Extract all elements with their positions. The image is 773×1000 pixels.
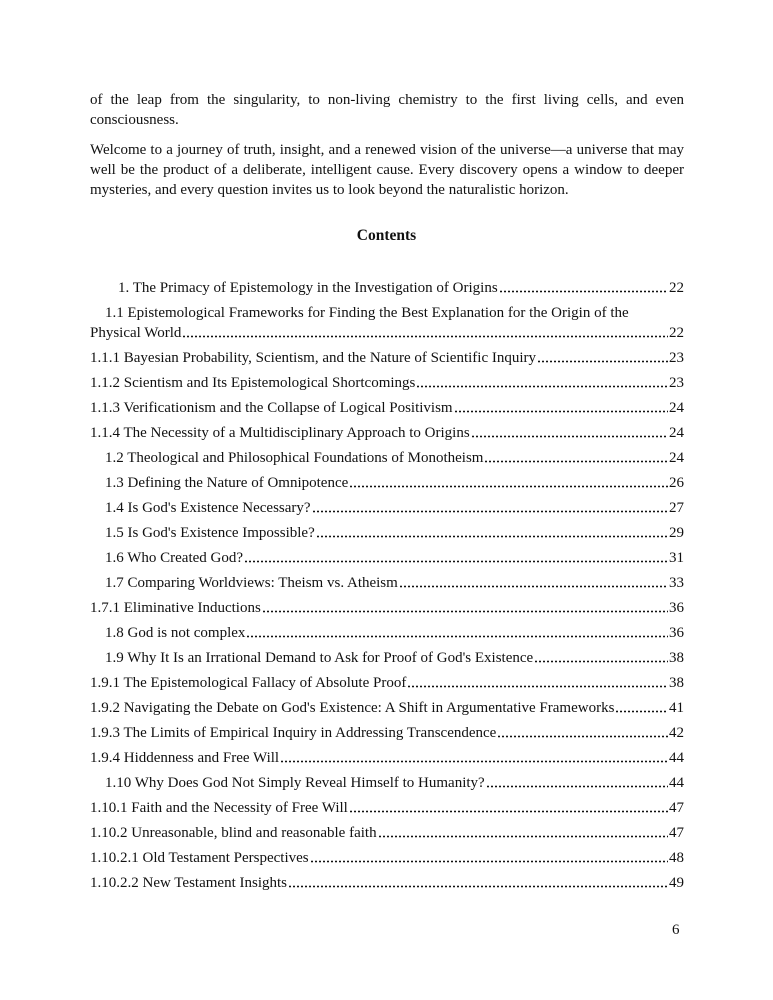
toc-entry[interactable] xyxy=(90,468,684,493)
dot-leader xyxy=(310,860,668,863)
dot-leader xyxy=(288,885,668,888)
dot-leader xyxy=(280,760,668,763)
toc-entry[interactable] xyxy=(90,793,684,818)
dot-leader xyxy=(484,460,668,463)
toc-entry[interactable] xyxy=(90,443,684,468)
toc-entry[interactable] xyxy=(90,693,684,718)
toc-entry-title: 1.5 Is God's Existence Impossible? xyxy=(105,525,315,541)
dot-leader xyxy=(312,510,668,513)
dot-leader xyxy=(316,535,668,538)
toc-entry-page: 36 xyxy=(669,600,684,616)
toc-entry-title: 1.7.1 Eliminative Inductions xyxy=(90,600,261,616)
dot-leader xyxy=(407,685,668,688)
toc-entry-title: 1.1.2 Scientism and Its Epistemological Shortcomings xyxy=(90,375,416,391)
toc-entry[interactable] xyxy=(90,718,684,743)
toc-entry-page: 44 xyxy=(669,775,684,791)
toc-entry[interactable] xyxy=(90,643,684,668)
toc-entry-title: 1.1.1 Bayesian Probability, Scientism, and the Nature of Scientific Inquiry xyxy=(90,350,537,366)
toc-entry-page: 47 xyxy=(669,800,684,816)
toc-entry-page: 22 xyxy=(669,325,684,341)
toc-entry[interactable] xyxy=(90,818,684,843)
toc-entry-page: 26 xyxy=(669,475,684,491)
toc-entry-page: 31 xyxy=(669,550,684,566)
toc-entry-title-cont: Physical World xyxy=(90,325,182,341)
dot-leader xyxy=(246,635,668,638)
table-of-contents xyxy=(90,273,684,893)
toc-entry[interactable] xyxy=(90,518,684,543)
toc-entry[interactable] xyxy=(90,843,684,868)
toc-entry[interactable] xyxy=(90,868,684,893)
dot-leader xyxy=(182,335,668,338)
toc-entry-page: 47 xyxy=(669,825,684,841)
toc-entry-title: 1.10.2.2 New Testament Insights xyxy=(90,875,287,891)
toc-entry-title: 1.9.4 Hiddenness and Free Will xyxy=(90,750,280,766)
toc-entry-page: 42 xyxy=(669,725,684,741)
dot-leader xyxy=(537,360,668,363)
toc-entry-page: 41 xyxy=(669,700,684,716)
dot-leader xyxy=(454,410,668,413)
dot-leader xyxy=(615,710,668,713)
toc-entry-title: 1.1.3 Verificationism and the Collapse of Logical Positivism xyxy=(90,400,453,416)
toc-entry-page: 44 xyxy=(669,750,684,766)
toc-entry-title: 1.9.3 The Limits of Empirical Inquiry in Addressing Transcendence xyxy=(90,725,497,741)
toc-entry-page: 27 xyxy=(669,500,684,516)
toc-entry[interactable] xyxy=(90,368,684,393)
toc-entry[interactable] xyxy=(90,418,684,443)
toc-entry[interactable] xyxy=(90,393,684,418)
toc-entry[interactable] xyxy=(90,743,684,768)
toc-entry[interactable] xyxy=(90,298,684,343)
toc-entry-title: 1.7 Comparing Worldviews: Theism vs. Atheism xyxy=(105,575,398,591)
toc-entry[interactable] xyxy=(90,618,684,643)
toc-entry[interactable] xyxy=(90,593,684,618)
dot-leader xyxy=(499,290,668,293)
dot-leader xyxy=(471,435,668,438)
intro-paragraph: Welcome to a journey of truth, insight, and a renewed vision of the universe—a universe that may well be the product of a deliberate, intelligent cause. Every discovery opens a window to deeper mysteries, and every question invites us to look beyond the naturalistic horizon. xyxy=(90,142,684,198)
toc-entry-title: 1.10.1 Faith and the Necessity of Free Will xyxy=(90,800,348,816)
toc-entry-title: 1.9 Why It Is an Irrational Demand to Ask for Proof of God's Existence xyxy=(105,650,534,666)
dot-leader xyxy=(349,810,668,813)
toc-entry-page: 23 xyxy=(669,375,684,391)
toc-entry-title: 1.4 Is God's Existence Necessary? xyxy=(105,500,311,516)
toc-entry-title: 1.10 Why Does God Not Simply Reveal Himself to Humanity? xyxy=(105,775,485,791)
page-number: 6 xyxy=(672,922,680,938)
dot-leader xyxy=(534,660,668,663)
dot-leader xyxy=(349,485,668,488)
toc-entry-title: 1.1.4 The Necessity of a Multidisciplinary Approach to Origins xyxy=(90,425,470,441)
toc-entry[interactable] xyxy=(90,543,684,568)
toc-entry-page: 49 xyxy=(669,875,684,891)
dot-leader xyxy=(416,385,668,388)
toc-entry-title: 1.6 Who Created God? xyxy=(105,550,244,566)
toc-entry[interactable] xyxy=(90,493,684,518)
contents-heading: Contents xyxy=(356,227,417,244)
toc-entry-page: 38 xyxy=(669,675,684,691)
toc-entry-page: 24 xyxy=(669,400,684,416)
toc-entry-page: 24 xyxy=(669,450,684,466)
toc-entry-title: 1.1 Epistemological Frameworks for Finding the Best Explanation for the Origin of the xyxy=(105,305,629,321)
intro-paragraph: of the leap from the singularity, to non-living chemistry to the first living cells, and even consciousness. xyxy=(90,92,684,128)
dot-leader xyxy=(244,560,668,563)
dot-leader xyxy=(378,835,668,838)
dot-leader xyxy=(497,735,668,738)
dot-leader xyxy=(399,585,668,588)
toc-entry-title: 1.2 Theological and Philosophical Foundations of Monotheism xyxy=(105,450,484,466)
toc-entry-title: 1.10.2 Unreasonable, blind and reasonable faith xyxy=(90,825,377,841)
toc-entry-page: 38 xyxy=(669,650,684,666)
toc-entry-page: 22 xyxy=(669,280,684,296)
toc-entry-page: 29 xyxy=(669,525,684,541)
toc-entry-title: 1.10.2.1 Old Testament Perspectives xyxy=(90,850,309,866)
toc-entry-page: 24 xyxy=(669,425,684,441)
toc-entry-title: 1.3 Defining the Nature of Omnipotence xyxy=(105,475,349,491)
toc-entry-page: 48 xyxy=(669,850,684,866)
toc-entry[interactable] xyxy=(90,343,684,368)
toc-entry-title: 1.8 God is not complex xyxy=(105,625,246,641)
toc-entry-title: 1. The Primacy of Epistemology in the Investigation of Origins xyxy=(118,280,498,296)
toc-entry-title: 1.9.2 Navigating the Debate on God's Existence: A Shift in Argumentative Frameworks xyxy=(90,700,615,716)
toc-entry[interactable] xyxy=(90,568,684,593)
toc-entry[interactable] xyxy=(90,768,684,793)
toc-entry[interactable] xyxy=(90,273,684,298)
dot-leader xyxy=(262,610,668,613)
toc-entry-page: 33 xyxy=(669,575,684,591)
dot-leader xyxy=(486,785,668,788)
toc-entry-page: 36 xyxy=(669,625,684,641)
toc-entry-title: 1.9.1 The Epistemological Fallacy of Absolute Proof xyxy=(90,675,407,691)
toc-entry[interactable] xyxy=(90,668,684,693)
toc-entry-page: 23 xyxy=(669,350,684,366)
